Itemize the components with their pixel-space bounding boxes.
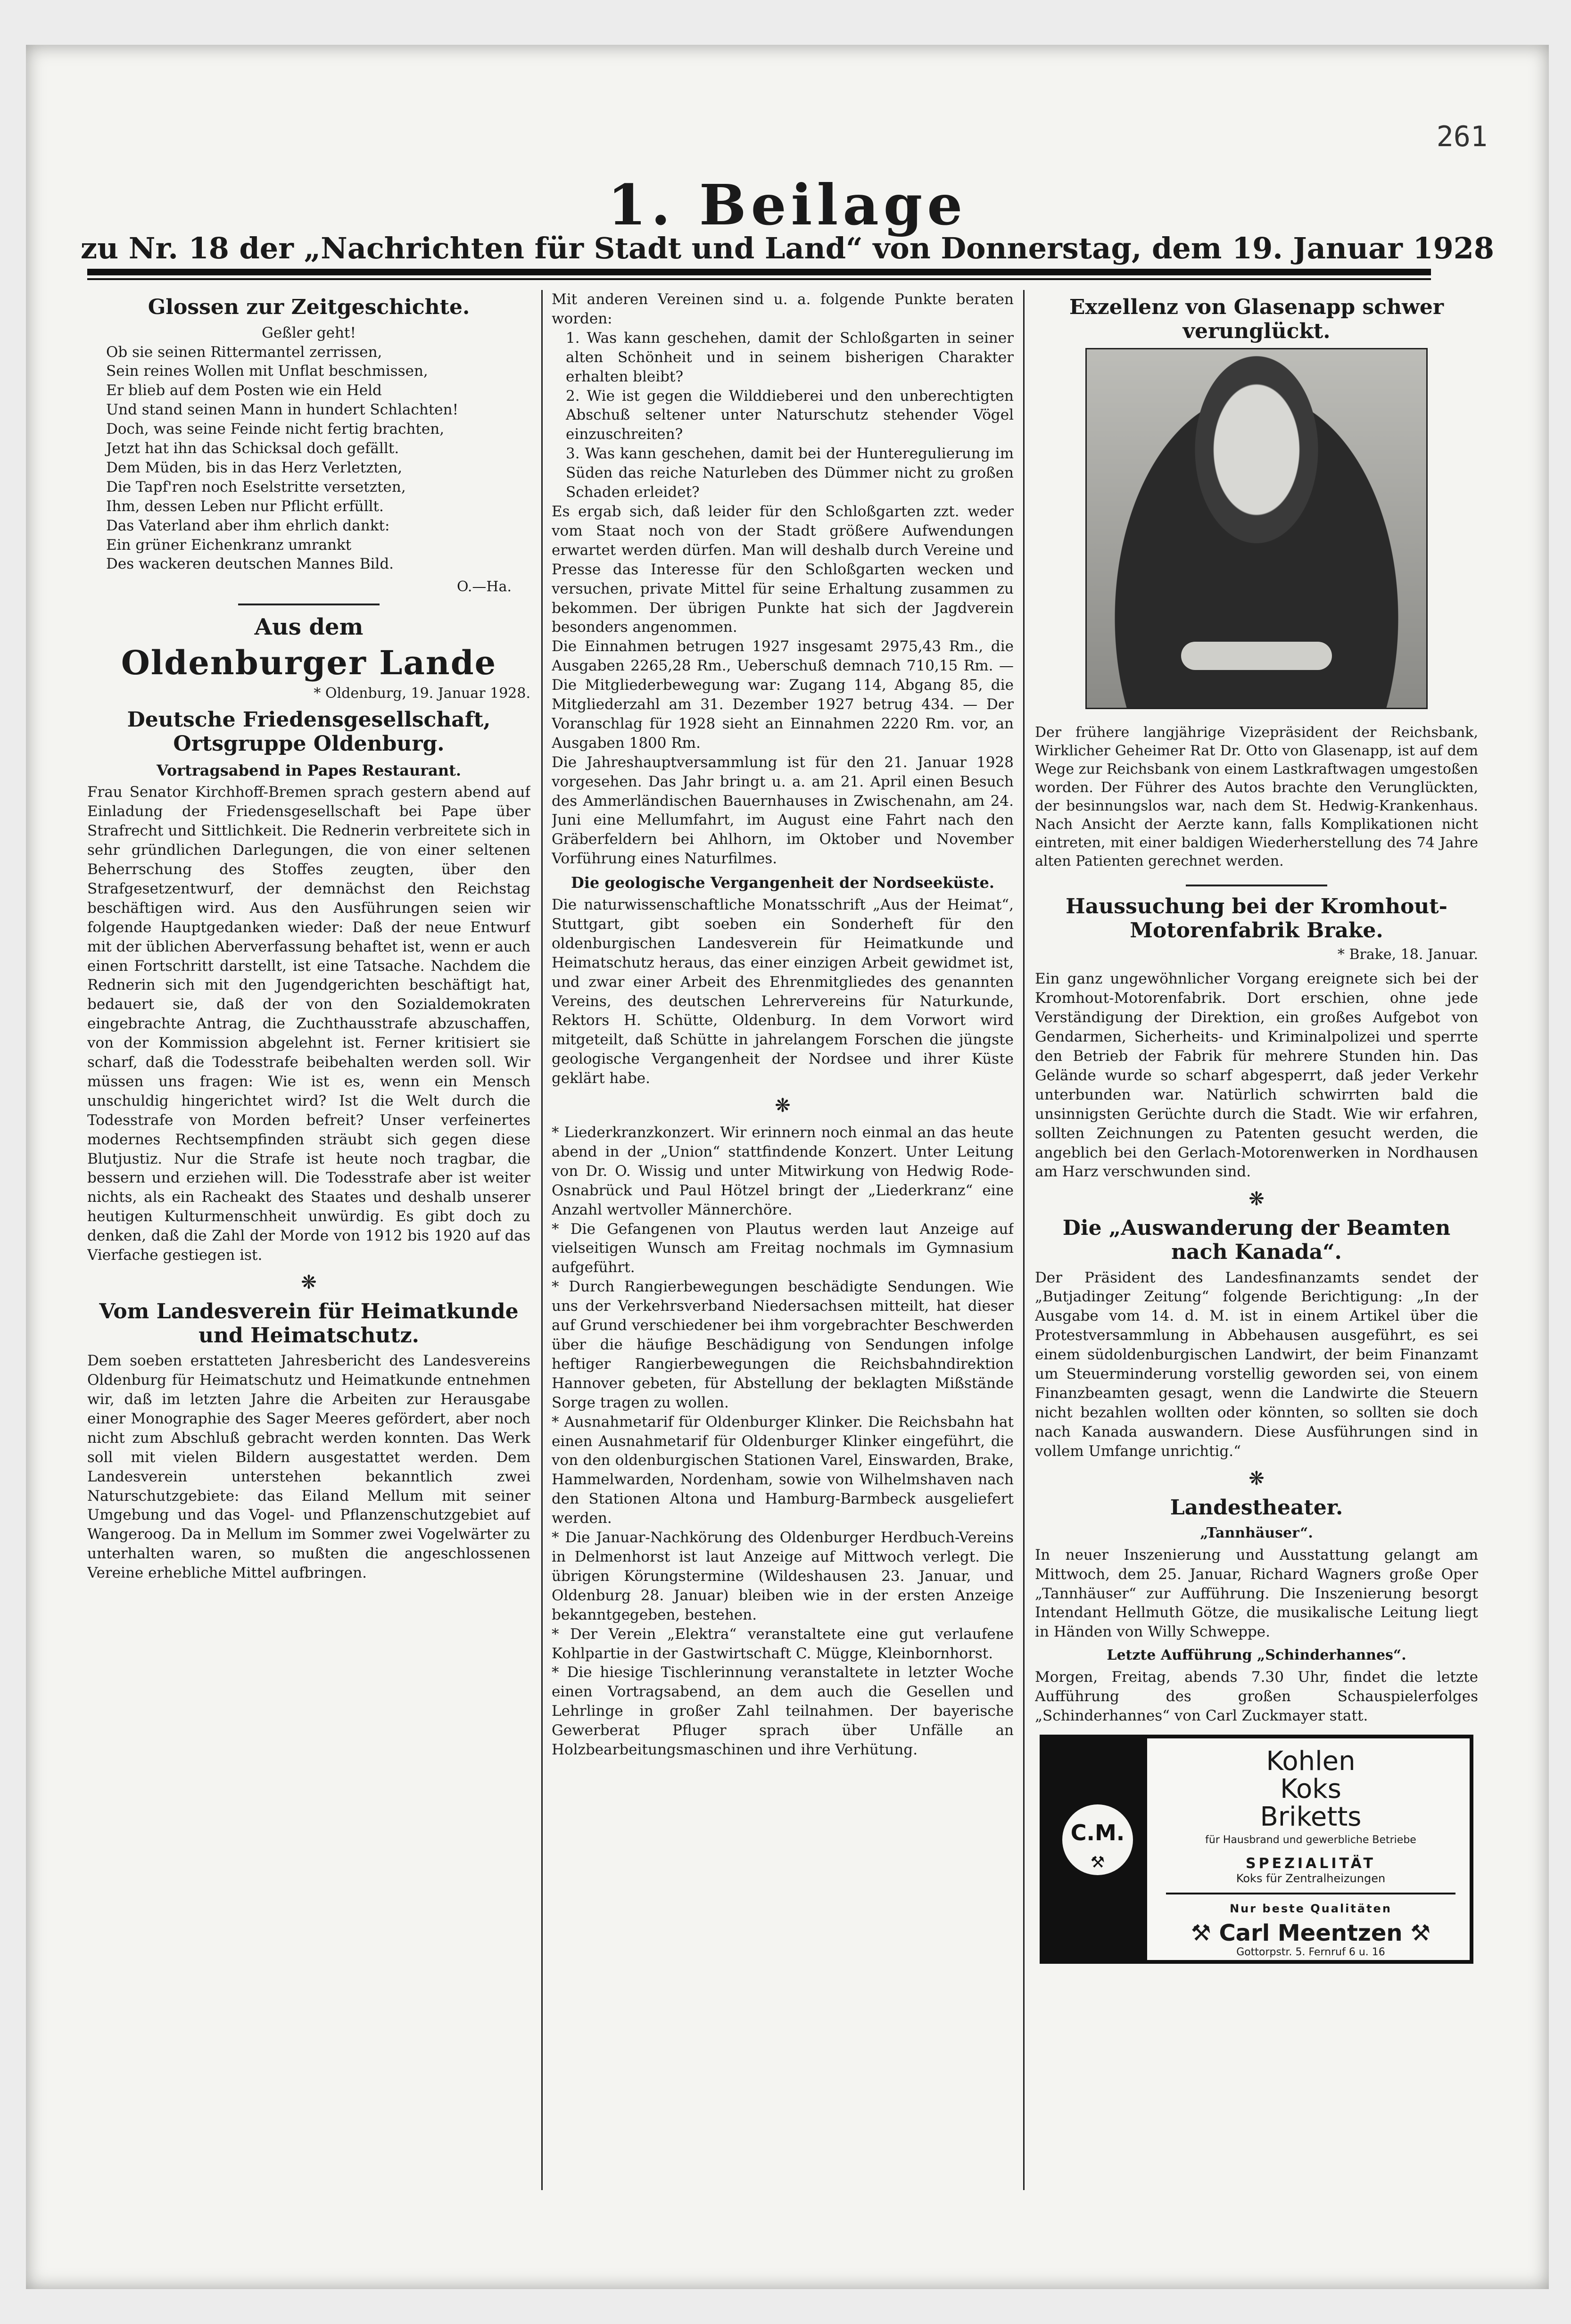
- news-item: * Liederkranzkonzert. Wir erinnern noch einmal an das heute abend in der „Union“ stattfindende Konzert. Unter Leitung von Dr. O. Wissig und unter Mitwirkung von Hedwig Rode-Osnabrück und Paul Hötzel bringt der „Liederkranz“ eine Anzahl wertvoller Männerchöre.: [552, 1124, 1014, 1218]
- page-number: 261: [1436, 120, 1488, 153]
- poem-line: Jetzt hat ihn das Schicksal doch gefällt.: [106, 440, 399, 457]
- article-subheading: Vortragsabend in Papes Restaurant.: [156, 761, 462, 779]
- article-heading: Exzellenz von Glasenapp schwer verunglückt.: [1069, 295, 1444, 343]
- article-subheading: „Tannhäuser“.: [1200, 1525, 1313, 1542]
- news-item: * Die Gefangenen von Plautus werden laut Anzeige auf vielseitigen Wunsch am Freitag nochmals im Gymnasium aufgeführt.: [552, 1220, 1014, 1276]
- article-body: Morgen, Freitag, abends 7.30 Uhr, findet die letzte Aufführung des großen Schauspielerfolges „Schinderhannes“ von Carl Zuckmayer statt.: [1035, 1668, 1478, 1724]
- star-divider: ❋: [1249, 1188, 1265, 1210]
- supplement-title: 1. Beilage: [607, 172, 967, 238]
- ad-quality: Nur beste Qualitäten: [1230, 1902, 1392, 1915]
- section-kicker: Aus dem: [254, 614, 364, 641]
- article-body: Die Einnahmen betrugen 1927 insgesamt 2975,43 Rm., die Ausgaben 2265,28 Rm., Ueberschuß demnach 710,15 Rm. — Die Mitgliederbewegung war: Zugang 114, Abgang 85, die Mitgliederzahl am 31. Dezember 1927 betrug 434. — Der Voranschlag für 1928 sieht an Einnahmen 2220 Rm. vor, an Ausgaben 1800 Rm.: [552, 638, 1014, 752]
- ad-product: Kohlen: [1266, 1746, 1356, 1777]
- ad-product: Briketts: [1260, 1802, 1362, 1833]
- column-left: [87, 290, 530, 2195]
- poem: [106, 323, 530, 574]
- poem-line: Er blieb auf dem Posten wie ein Held: [106, 382, 382, 399]
- poem-line: Und stand seinen Mann in hundert Schlachten!: [106, 401, 459, 419]
- list-item: 3. Was kann geschehen, damit bei der Hunteregulierung im Süden das reiche Naturleben des Dümmer nicht zu großen Schaden erleidet?: [566, 445, 1014, 501]
- news-item: * Die hiesige Tischlerinnung veranstaltete in letzter Woche einen Vortragsabend, an dem auch die Gesellen und Lehrlinge in großer Zahl teilnahmen. Der bayerische Gewerberat Pfluger sprach über Unfälle an Holzbearbeitungsmaschinen und ihre Verhütung.: [552, 1664, 1014, 1759]
- article-body: Mit anderen Vereinen sind u. a. folgende Punkte beraten worden:: [552, 291, 1014, 327]
- article-heading: Haussuchung bei der Kromhout-Motorenfabrik Brake.: [1066, 894, 1447, 943]
- column-separator: [1023, 290, 1025, 2190]
- article-body: Frau Senator Kirchhoff-Bremen sprach gestern abend auf Einladung der Friedensgesellschaft bei Pape über Strafrecht und Sittlichkeit. Die Rednerin verbreitete sich in sehr gründlichen Darlegungen, die von einer seltenen Beherrschung des Stoffes zeugten, über den Strafgesetzentwurf, der demnächst den Reichstag beschäftigen wird. Aus den Ausführungen seien wir folgende Hauptgedanken wieder: Daß der neue Entwurf mit der üblichen Aberverfassung behaftet ist, wenn er auch einen Fortschritt darstellt, ist eine Tatsache. Nachdem die Rednerin sich mit den Jugendgerichten beschäftigt hat, bedauert sie, daß der von den Sozialdemokraten eingebrachte Antrag, die Zuchthausstrafe abzuschaffen, von der Kommission abgelehnt ist. Ferner kritisiert sie scharf, daß die Todesstrafe beibehalten werden soll. Wir müssen uns fragen: Wie ist es, wenn ein Mensch unschuldig hingerichtet wird? Ist die Welt durch die Todesstrafe von Morden befreit? Unser verfeinertes modernes Rechtsempfinden sträubt sich gegen diese Blutjustiz. Nur die Strafe ist heute noch tragbar, die bessern und erziehen will. Die Todesstrafe aber ist weiter nichts, als ein Racheakt des Staates und deshalb unserer heutigen Kulturmenschheit unwürdig. Es gibt doch zu denken, daß die Zahl der Morde von 1912 bis 1920 auf das Vierfache gestiegen ist.: [87, 784, 530, 1264]
- logo-text: C.M.: [1070, 1820, 1125, 1846]
- poem-line: Des wackeren deutschen Mannes Bild.: [106, 555, 394, 573]
- poem-line: Doch, was seine Feinde nicht fertig brachten,: [106, 421, 445, 438]
- article-body: Ein ganz ungewöhnlicher Vorgang ereignete sich bei der Kromhout-Motorenfabrik. Dort erschien, ohne jede Verständigung der Direktion, ein großes Aufgebot von Gendarmen, Sicherheits- und Kriminalpolizei und sperrte den Betrieb der Fabrik für mehrere Stunden hin. Das Gelände wurde so scharf abgesperrt, daß jeder Verkehr unterbunden war. Natürlich schwirrten bald die unsinnigsten Gerüchte durch die Stadt. Wie wir erfahren, sollten Zeichnungen zu Patenten gesucht werden, die angeblich bei den Gerlach-Motorenwerken in Nordhausen am Harz verschwunden sind.: [1035, 970, 1478, 1181]
- dateline: * Oldenburg, 19. Januar 1928.: [314, 685, 530, 702]
- article-heading: Die geologische Vergangenheit der Nordseeküste.: [571, 874, 994, 892]
- list-item: 2. Wie ist gegen die Wilddieberei und den unberechtigten Abschuß seltener unter Naturschutz stehender Vögel einzuschreiten?: [566, 387, 1014, 443]
- news-item: * Der Verein „Elektra“ veranstaltete eine gut verlaufene Kohlpartie in der Gastwirtschaft C. Mügge, Kleinbornhorst.: [552, 1625, 1014, 1662]
- star-divider: ❋: [1249, 1467, 1265, 1489]
- ad-address: Gottorpstr. 5. Fernruf 6 u. 16: [1236, 1946, 1385, 1958]
- article-body: Die Jahreshauptversammlung ist für den 21. Januar 1928 vorgesehen. Das Jahr bringt u. a. am 21. April einen Besuch des Ammerländischen Bauernhauses in Zwischenahn, am 24. Juni eine Mellumfahrt, im August eine Fahrt nach den Gräberfeldern bei Ahlhorn, im Oktober und November Vorführung eines Naturfilmes.: [552, 753, 1014, 868]
- ad-specialty-detail: Koks für Zentralheizungen: [1236, 1871, 1386, 1885]
- section-rule: [238, 604, 380, 605]
- news-item: * Ausnahmetarif für Oldenburger Klinker. Die Reichsbahn hat einen Ausnahmetarif für Oldenburger Klinker eingeführt, die von den oldenburgischen Stationen Varel, Einswarden, Brake, Hammelwarden, Nordenham, sowie von Wilhelmshaven nach den Stationen Altona und Hamburg-Barmbeck ausgeliefert werden.: [552, 1413, 1014, 1527]
- ad-tagline: für Hausbrand und gewerbliche Betriebe: [1205, 1834, 1416, 1846]
- star-divider: ❋: [775, 1095, 791, 1117]
- portrait-photo: [1085, 348, 1428, 709]
- section-rule: [1186, 885, 1327, 886]
- coal-advertisement: [1040, 1735, 1473, 1964]
- crossed-hammers-icon: ⚒: [1191, 1919, 1219, 1946]
- poem-line: Ein grüner Eichenkranz umrankt: [106, 536, 352, 554]
- news-item: * Die Januar-Nachkörung des Oldenburger Herdbuch-Vereins in Delmenhorst ist laut Anzeige auf Mittwoch verlegt. Die übrigen Körungstermine (Wildeshausen 23. Januar, und Oldenburg 28. Januar) bleiben wie in der ersten Anzeige bekanntgegeben, bestehen.: [552, 1529, 1014, 1623]
- supplement-subtitle: zu Nr. 18 der „Nachrichten für Stadt und Land“ von Donnerstag, dem 19. Januar 1928: [80, 231, 1495, 265]
- newspaper-page: [26, 45, 1549, 2289]
- company-name: Carl Meentzen: [1219, 1919, 1403, 1946]
- star-divider: ❋: [301, 1272, 317, 1294]
- article-body: In neuer Inszenierung und Ausstattung gelangt am Mittwoch, dem 25. Januar, Richard Wagners große Oper „Tannhäuser“ zur Aufführung. Die Inszenierung besorgt Intendant Hellmuth Götze, die musikalische Leitung liegt in Händen von Willy Schweppe.: [1035, 1546, 1478, 1641]
- ad-black-panel: [1043, 1738, 1147, 1960]
- ad-specialty: SPEZIALITÄT: [1246, 1855, 1376, 1872]
- article-body: Der Präsident des Landesfinanzamts sendet der „Butjadinger Zeitung“ folgende Berichtigung: „In der Ausgabe vom 14. d. M. ist in einem Artikel über die Protestversammlung in Abbehausen ausgeführt, es sei einem südoldenburgischen Landwirt, der beim Finanzamt um Steuerminderung vorstellig geworden sei, von einem Finanzbeamten gesagt, wenn die Landwirte die Steuern nicht bezahlen wollten oder könnten, so sollten sie doch nach Kanada auswandern. Diese Ausführungen sind in vollem Umfange unrichtig.“: [1035, 1269, 1478, 1460]
- article-body: Die naturwissenschaftliche Monatsschrift „Aus der Heimat“, Stuttgart, gibt soeben ein Sonderheft für den oldenburgischen Landesverein für Heimatkunde und Heimatschutz heraus, das einer einzigen Arbeit gewidmet ist, und zwar einer Arbeit des Ehrenmitgliedes des genannten Vereins, des deutschen Lehrervereins für Naturkunde, Rektors H. Schütte, Oldenburg. In dem Vorwort wird mitgeteilt, daß Schütte in jahrelangem Forschen die jüngste geologische Vergangenheit der Nordsee und ihrer Küste geklärt habe.: [552, 896, 1014, 1087]
- photo-caption: Der frühere langjährige Vizepräsident der Reichsbank, Wirklicher Geheimer Rat Dr. Otto von Glasenapp, ist auf dem Wege zur Reichsbank von einem Lastkraftwagen umgestoßen worden. Der Führer des Autos brachte den Verunglückten, der besinnungslos war, nach dem St. Hedwig-Krankenhaus. Nach Ansicht der Aerzte kann, falls Komplikationen nicht eintreten, mit einer baldigen Wiederherstellung des 74 Jahre alten Patienten gerechnet werden.: [1035, 724, 1478, 870]
- crossed-hammers-icon: ⚒: [1090, 1853, 1105, 1872]
- article-body: Dem soeben erstatteten Jahresbericht des Landesvereins Oldenburg für Heimatschutz und Heimatkunde entnehmen wir, daß im letzten Jahre die Arbeiten zur Herausgabe einer Monographie des Sager Meeres gefördert, aber noch nicht zum Abschluß gebracht werden konnten. Das Werk soll mit vielen Bildern ausgestattet werden. Dem Landesverein unterstehen bekanntlich zwei Naturschutzgebiete: das Eiland Mellum mit seiner Umgebung und das Vogel- und Pflanzenschutzgebiet auf Wangeroog. Da in Mellum im Sommer zwei Vogelwärter zu unterhalten waren, so mußten die angeschlossenen Vereine erhebliche Mittel aufbringen.: [87, 1352, 530, 1582]
- crossed-hammers-icon: ⚒: [1402, 1919, 1431, 1946]
- article-heading: Die „Auswanderung der Beamten nach Kanada“.: [1062, 1216, 1451, 1264]
- poem-line: Sein reines Wollen mit Unflat beschmissen,: [106, 363, 428, 380]
- article-heading: Vom Landesverein für Heimatkunde und Heimatschutz.: [99, 1299, 519, 1348]
- column-right: [1035, 290, 1478, 2195]
- article-body: Es ergab sich, daß leider für den Schloßgarten zzt. weder vom Staat noch von der Stadt größere Aufwendungen erwartet werden dürfen. Man will deshalb durch Vereine und Presse das Interesse für den Schloßgarten wecken und versuchen, private Mittel für seine Erhaltung zusammen zu bekommen. Der übrigen Punkte hat sich der Jagdverein besonders angenommen.: [552, 503, 1014, 636]
- ad-text-block: [1157, 1748, 1465, 1958]
- news-item: * Durch Rangierbewegungen beschädigte Sendungen. Wie uns der Verkehrsverband Niedersachsen mitteilt, hat dieser auf Grund verschiedener bei ihm vorgebrachter Beschwerden über die häufige Beschädigung von Sendungen infolge heftiger Rangierbewegungen die Reichsbahndirektion Hannover gebeten, für Abstellung der beklagten Mißstände Sorge tragen zu wollen.: [552, 1278, 1014, 1411]
- company-logo: [1062, 1804, 1133, 1875]
- poem-signature: O.—Ha.: [457, 579, 512, 595]
- poem-line: Dem Müden, bis in das Herz Verletzten,: [106, 459, 403, 476]
- article-heading: Deutsche Friedensgesellschaft, Ortsgruppe Oldenburg.: [127, 708, 491, 756]
- ad-company-name: [1157, 1920, 1465, 1946]
- column-separator: [541, 290, 543, 2190]
- dateline: * Brake, 18. Januar.: [1337, 946, 1478, 963]
- ad-rule: [1166, 1893, 1455, 1894]
- article-heading: Landestheater.: [1170, 1495, 1343, 1520]
- poem-line: Ob sie seinen Rittermantel zerrissen,: [106, 343, 382, 361]
- list-item: 1. Was kann geschehen, damit der Schloßgarten in seiner alten Schönheit und in seinem bisherigen Charakter erhalten bleibt?: [566, 329, 1014, 385]
- poem-line: Die Tapf'ren noch Eselstritte versetzten,: [106, 478, 406, 496]
- header-rule-thin: [87, 278, 1431, 280]
- column-middle: [552, 290, 1014, 2195]
- ad-product: Koks: [1280, 1774, 1341, 1805]
- poem-title: Geßler geht!: [262, 324, 356, 341]
- glossen-heading: Glossen zur Zeitgeschichte.: [148, 295, 470, 319]
- poem-line: Ihm, dessen Leben nur Pflicht erfüllt.: [106, 497, 384, 515]
- poem-line: Das Vaterland aber ihm ehrlich dankt:: [106, 517, 390, 534]
- article-subheading: Letzte Aufführung „Schinderhannes“.: [1107, 1647, 1406, 1664]
- section-title: Oldenburger Lande: [121, 643, 497, 683]
- header-rule-thick: [87, 269, 1431, 275]
